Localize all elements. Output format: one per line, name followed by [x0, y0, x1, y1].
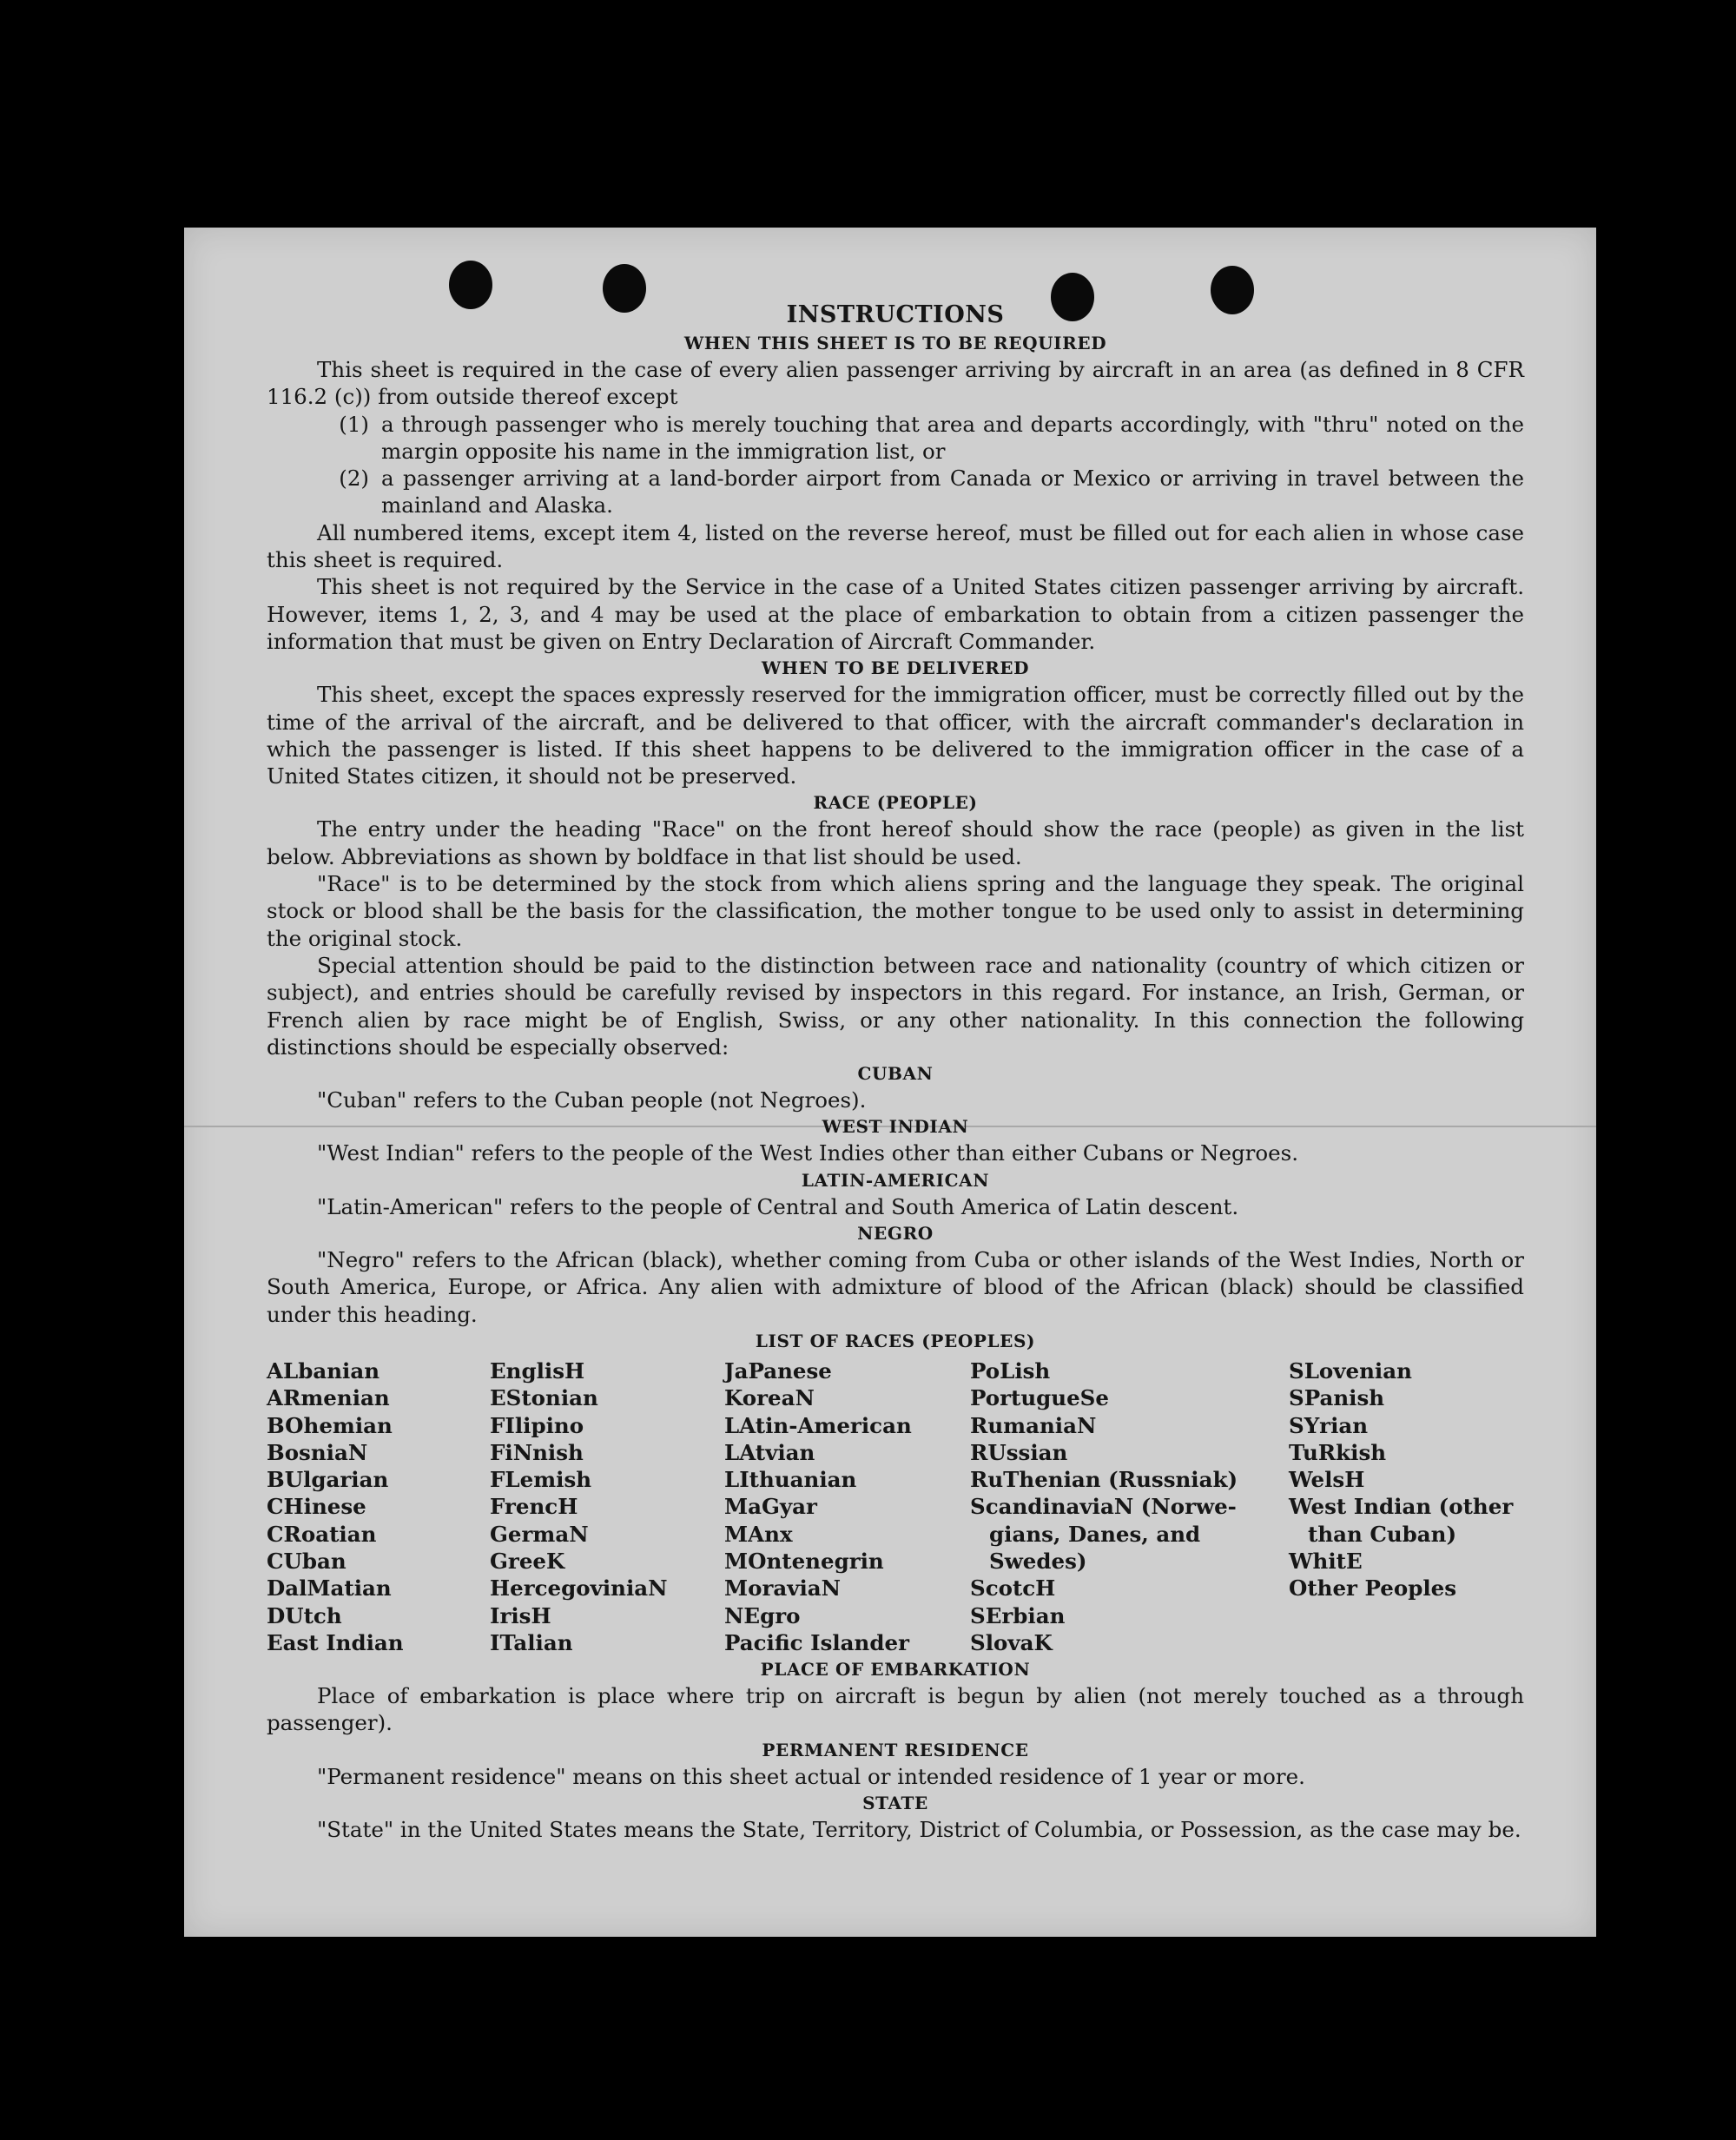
race-item: EStonian — [490, 1385, 598, 1411]
item-number: (1) — [339, 411, 369, 437]
race-item: FIlipino — [490, 1412, 584, 1438]
race-item: West Indian (other — [1289, 1494, 1514, 1520]
race-item: Pacific Islander — [724, 1629, 909, 1655]
section-heading: NEGRO — [857, 1223, 934, 1245]
document-sheet — [184, 228, 1596, 1937]
race-item: WelsH — [1289, 1467, 1365, 1493]
race-item: LAtin-American — [724, 1412, 912, 1438]
section-heading: LATIN-AMERICAN — [801, 1169, 990, 1191]
race-item: SlovaK — [970, 1629, 1053, 1655]
race-item: ScotcH — [970, 1575, 1056, 1602]
race-item: LAtvian — [724, 1439, 815, 1465]
race-item: PortugueSe — [970, 1385, 1109, 1411]
race-item: MoraviaN — [724, 1575, 842, 1602]
section-heading: STATE — [862, 1793, 928, 1814]
race-item: SLovenian — [1289, 1357, 1412, 1384]
race-item: MOntenegrin — [724, 1548, 884, 1574]
paragraph: Special attention should be paid to the distinction between race and nationality (country of which citizen or subject), and entries should be carefully revised by inspectors in this regard. For instance, an Irish, German, or French alien by race might be of English, Swiss, or any other nationality. In this connection the following distinctions should be especially observed: — [267, 952, 1524, 1060]
race-item: TuRkish — [1289, 1439, 1387, 1465]
race-item: LIthuanian — [724, 1467, 857, 1493]
race-item: FLemish — [490, 1467, 592, 1493]
race-item: CHinese — [267, 1494, 366, 1520]
paragraph: All numbered items, except item 4, listed on the reverse hereof, must be filled out for each alien in whose case this sheet is required. — [267, 519, 1524, 573]
race-item: RumaniaN — [970, 1412, 1097, 1438]
item-text: a passenger arriving at a land-border airport from Canada or Mexico or arriving in travel between the mainland and Alaska. — [381, 466, 1524, 518]
race-item: SErbian — [970, 1602, 1066, 1628]
race-item: GreeK — [490, 1548, 565, 1574]
race-item: CRoatian — [267, 1521, 377, 1547]
page-title: INSTRUCTIONS — [786, 301, 1005, 328]
race-column — [724, 1357, 970, 1656]
race-item: ScandinaviaN (Norwe- — [970, 1494, 1237, 1520]
item-number: (2) — [339, 466, 369, 492]
race-item: HercegoviniaN — [490, 1575, 668, 1602]
race-item: MaGyar — [724, 1494, 817, 1520]
paragraph: "Negro" refers to the African (black), whether coming from Cuba or other islands of the West Indies, North or South America, Europe, or Africa. Any alien with admixture of blood of the African (black) should be classified under this heading. — [267, 1247, 1524, 1327]
section-heading: CUBAN — [857, 1063, 934, 1085]
paragraph: This sheet is required in the case of every alien passenger arriving by aircraft in an area (as defined in 8 CFR 116.2 (c)) from outside thereof except — [267, 357, 1524, 410]
section-heading: PLACE OF EMBARKATION — [760, 1659, 1031, 1681]
paragraph: "Race" is to be determined by the stock from which aliens spring and the language they speak. The original stock or blood shall be the basis for the classification, the mother tongue to be used only to assist in determining the original stock. — [267, 871, 1524, 951]
paragraph: "Cuban" refers to the Cuban people (not Negroes). — [317, 1087, 867, 1113]
race-item: FiNnish — [490, 1439, 584, 1465]
race-item: RuThenian (Russniak) — [970, 1467, 1238, 1493]
race-item: DalMatian — [267, 1575, 392, 1602]
race-item: NEgro — [724, 1602, 801, 1628]
race-item: Other Peoples — [1289, 1575, 1457, 1602]
section-heading: PERMANENT RESIDENCE — [762, 1739, 1029, 1760]
race-item: FrencH — [490, 1494, 578, 1520]
section-heading: RACE (PEOPLE) — [813, 792, 978, 814]
race-item: DUtch — [267, 1602, 342, 1628]
paragraph: "Latin-American" refers to the people of Central and South America of Latin descent. — [317, 1193, 1239, 1219]
race-item: BUlgarian — [267, 1467, 389, 1493]
race-item: East Indian — [267, 1629, 404, 1655]
race-item: BosniaN — [267, 1439, 368, 1465]
race-item: Swedes) — [989, 1548, 1087, 1574]
section-heading: LIST OF RACES (PEOPLES) — [755, 1330, 1036, 1351]
paragraph: This sheet, except the spaces expressly reserved for the immigration officer, must be correctly filled out by the time of the arrival of the aircraft, and be delivered to that officer, with the aircraft commander's declaration in which the passenger is listed. If this sheet happens to be delivered to the immigration officer in the case of a United States citizen, it should not be preserved. — [267, 682, 1524, 789]
paragraph: The entry under the heading "Race" on the front hereof should show the race (people) as given in the list below. Abbreviations as shown by boldface in that list should be used. — [267, 816, 1524, 869]
race-item: SYrian — [1289, 1412, 1369, 1438]
section-heading: WEST INDIAN — [822, 1116, 969, 1138]
race-column — [267, 1357, 490, 1656]
paragraph: This sheet is not required by the Service in the case of a United States citizen passenger arriving by aircraft. However, items 1, 2, 3, and 4 may be used at the place of embarkation to obtain from a citizen passenger the information that must be given on Entry Declaration of Aircraft Commander. — [267, 574, 1524, 654]
race-item: JaPanese — [724, 1357, 832, 1384]
list-item — [267, 465, 1524, 519]
race-item: BOhemian — [267, 1412, 393, 1438]
race-column — [490, 1357, 724, 1656]
race-item: GermaN — [490, 1521, 589, 1547]
race-list — [267, 1357, 1524, 1656]
race-item: than Cuban) — [1308, 1521, 1457, 1547]
race-column — [1289, 1357, 1524, 1656]
instructions-content — [267, 301, 1524, 1843]
race-item: ARmenian — [267, 1385, 390, 1411]
race-item: ALbanian — [267, 1357, 380, 1384]
race-column — [970, 1357, 1289, 1656]
section-heading: WHEN TO BE DELIVERED — [761, 657, 1030, 679]
list-item — [267, 411, 1524, 466]
race-item: KoreaN — [724, 1385, 815, 1411]
paragraph: Place of embarkation is place where trip on aircraft is begun by alien (not merely touched as a through passenger). — [267, 1683, 1524, 1736]
race-item: ITalian — [490, 1629, 573, 1655]
paragraph: "West Indian" refers to the people of the West Indies other than either Cubans or Negroes. — [317, 1140, 1298, 1166]
race-item: MAnx — [724, 1521, 793, 1547]
race-item: WhitE — [1289, 1548, 1363, 1574]
race-item: CUban — [267, 1548, 347, 1574]
race-item: IrisH — [490, 1602, 551, 1628]
paragraph: "Permanent residence" means on this sheet actual or intended residence of 1 year or more. — [317, 1763, 1305, 1789]
item-text: a through passenger who is merely touching that area and departs accordingly, with "thru" noted on the margin opposite his name in the immigration list, or — [381, 411, 1524, 464]
race-item: RUssian — [970, 1439, 1068, 1465]
race-item: EnglisH — [490, 1357, 585, 1384]
paragraph: "State" in the United States means the State, Territory, District of Columbia, or Possession, as the case may be. — [317, 1817, 1521, 1843]
race-item: gians, Danes, and — [989, 1521, 1201, 1547]
race-item: PoLish — [970, 1357, 1051, 1384]
section-heading: WHEN THIS SHEET IS TO BE REQUIRED — [683, 333, 1107, 353]
race-item: SPanish — [1289, 1385, 1385, 1411]
